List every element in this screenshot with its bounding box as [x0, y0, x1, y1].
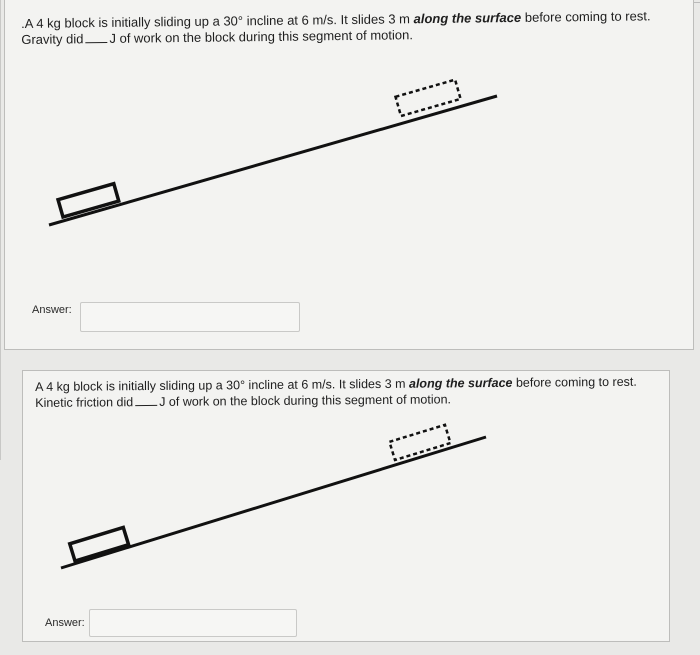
answer-label-1: Answer: — [32, 304, 72, 316]
incline-line — [49, 96, 497, 225]
page-left-edge — [0, 0, 1, 460]
question-card-2 — [22, 370, 670, 642]
incline-line — [61, 437, 486, 568]
question-1-suffix: before coming to rest. — [521, 8, 651, 25]
block-initial — [58, 184, 119, 217]
question-2-subject: Kinetic friction did — [35, 395, 134, 410]
question-1-emphasis: along the surface — [413, 9, 522, 27]
incline-diagram-2 — [23, 371, 671, 591]
question-1-prefix: .A 4 kg block is initially sliding up a 30° incline at 6 m/s. It slides 3 m — [21, 11, 414, 31]
question-1-remainder: J of work on the block during this segment of motion. — [109, 27, 413, 46]
question-2-emphasis: along the surface — [408, 375, 513, 391]
question-2-suffix: before coming to rest. — [512, 374, 637, 390]
answer-input-1[interactable] — [80, 302, 300, 332]
question-1-subject: Gravity did — [21, 31, 84, 47]
answer-label-2: Answer: — [45, 617, 85, 629]
block-final-dashed — [389, 425, 450, 460]
question-2-remainder: J of work on the block during this segment of motion. — [159, 392, 452, 409]
question-2-prefix: A 4 kg block is initially sliding up a 30° incline at 6 m/s. It slides 3 m — [35, 376, 410, 394]
incline-diagram-1 — [5, 0, 695, 259]
answer-input-2[interactable] — [89, 609, 297, 637]
question-card-1 — [4, 0, 694, 350]
